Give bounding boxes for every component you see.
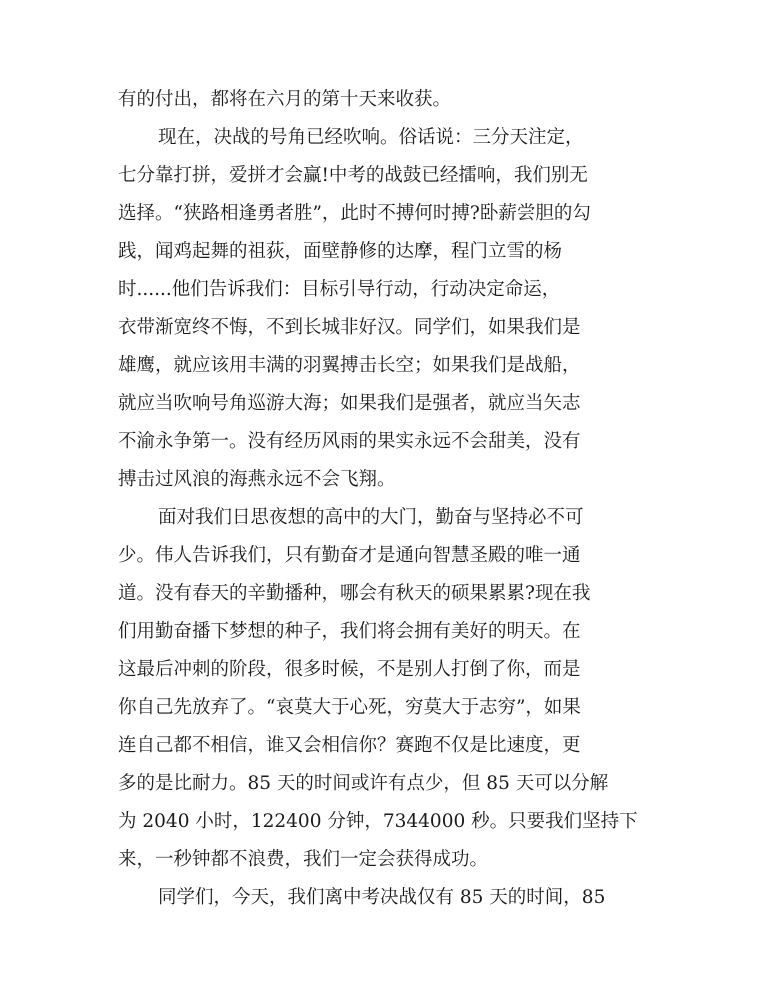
text-line: 搏击过风浪的海燕永远不会飞翔。	[118, 469, 396, 490]
text-line: 时......他们告诉我们：目标引导行动，行动决定命运，	[118, 279, 561, 300]
text-line: 有的付出，都将在六月的第十天来收获。	[118, 89, 452, 110]
text-line: 这最后冲刺的阶段，很多时候，不是别人打倒了你，而是	[118, 659, 581, 680]
text-line: 衣带渐宽终不悔，不到长城非好汉。同学们，如果我们是	[118, 317, 581, 338]
text-line: 你自己先放弃了。“哀莫大于心死，穷莫大于志穷”，如果	[118, 697, 581, 718]
text-line: 就应当吹响号角巡游大海；如果我们是强者，就应当矢志	[118, 393, 581, 414]
text-line: 七分靠打拼，爱拼才会赢!中考的战鼓已经擂响，我们别无	[118, 165, 588, 186]
text-line: 少。伟人告诉我们，只有勤奋才是通向智慧圣殿的唯一通	[118, 545, 581, 566]
text-line: 不渝永争第一。没有经历风雨的果实永远不会甜美，没有	[118, 431, 581, 452]
paragraph-start-line: 面对我们日思夜想的高中的大门，勤奋与坚持必不可	[158, 507, 584, 528]
text-line: 雄鹰，就应该用丰满的羽翼搏击长空；如果我们是战船，	[118, 355, 581, 376]
text-line: 连自己都不相信，谁又会相信你？赛跑不仅是比速度，更	[118, 735, 581, 756]
text-line: 选择。“狭路相逢勇者胜”，此时不搏何时搏?卧薪尝胆的勾	[118, 203, 591, 224]
text-line: 多的是比耐力。85 天的时间或许有点少，但 85 天可以分解	[118, 773, 609, 794]
text-line: 道。没有春天的辛勤播种，哪会有秋天的硕果累累?现在我	[118, 583, 591, 604]
text-line: 们用勤奋播下梦想的种子，我们将会拥有美好的明天。在	[118, 621, 581, 642]
text-line: 践，闻鸡起舞的祖荻，面壁静修的达摩，程门立雪的杨	[118, 241, 563, 262]
text-line: 为 2040 小时，122400 分钟，7344000 秒。只要我们坚持下	[118, 811, 638, 832]
paragraph-start-line: 同学们，今天，我们离中考决战仅有 85 天的时间，85	[158, 887, 606, 908]
text-line: 来，一秒钟都不浪费，我们一定会获得成功。	[118, 849, 489, 870]
paragraph-start-line: 现在，决战的号角已经吹响。俗话说：三分天注定，	[158, 127, 584, 148]
